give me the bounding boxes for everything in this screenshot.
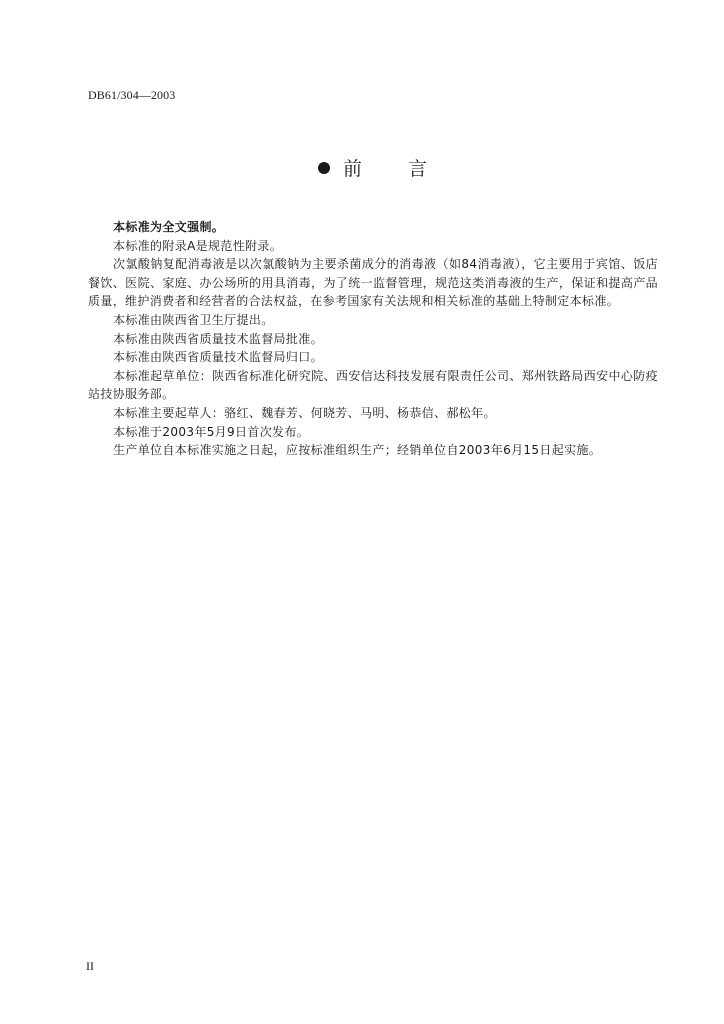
document-code: DB61/304—2003 (88, 88, 176, 102)
foreword-body (88, 218, 658, 460)
paragraph: 本标准由陕西省卫生厅提出。 (113, 312, 274, 327)
paragraph: 本标准由陕西省质量技术监督局批准。 (113, 331, 323, 346)
paragraph: 本标准为全文强制。 (113, 220, 225, 234)
bullet-icon (318, 162, 330, 174)
title-part-2: 言 (408, 158, 428, 180)
paragraph: 本标准起草单位：陕西省标准化研究院、西安信达科技发展有限责任公司、郑州铁路局西安中心防疫站技协服务部。 (88, 368, 658, 402)
section-title (318, 154, 427, 181)
paragraph: 本标准主要起草人：骆红、魏春芳、何晓芳、马明、杨恭信、郝松年。 (113, 405, 496, 420)
paragraph: 生产单位自本标准实施之日起，应按标准组织生产；经销单位自2003年6月15日起实施。 (113, 443, 602, 458)
page-number: II (86, 959, 94, 973)
paragraph: 本标准的附录A是规范性附录。 (113, 238, 283, 253)
title-part-1: 前 (343, 158, 363, 180)
paragraph: 本标准由陕西省质量技术监督局归口。 (113, 350, 323, 365)
paragraph: 本标准于2003年5月9日首次发布。 (113, 424, 310, 439)
paragraph: 次氯酸钠复配消毒液是以次氯酸钠为主要杀菌成分的消毒液（如84消毒液），它主要用于宾馆、饭店餐饮、医院、家庭、办公场所的用具消毒，为了统一监督管理，规范这类消毒液的生产，保证和提高产品质量，维护消费者和经营者的合法权益，在参考国家有关法规和相关标准的基础上特制定本标准。 (88, 257, 658, 309)
